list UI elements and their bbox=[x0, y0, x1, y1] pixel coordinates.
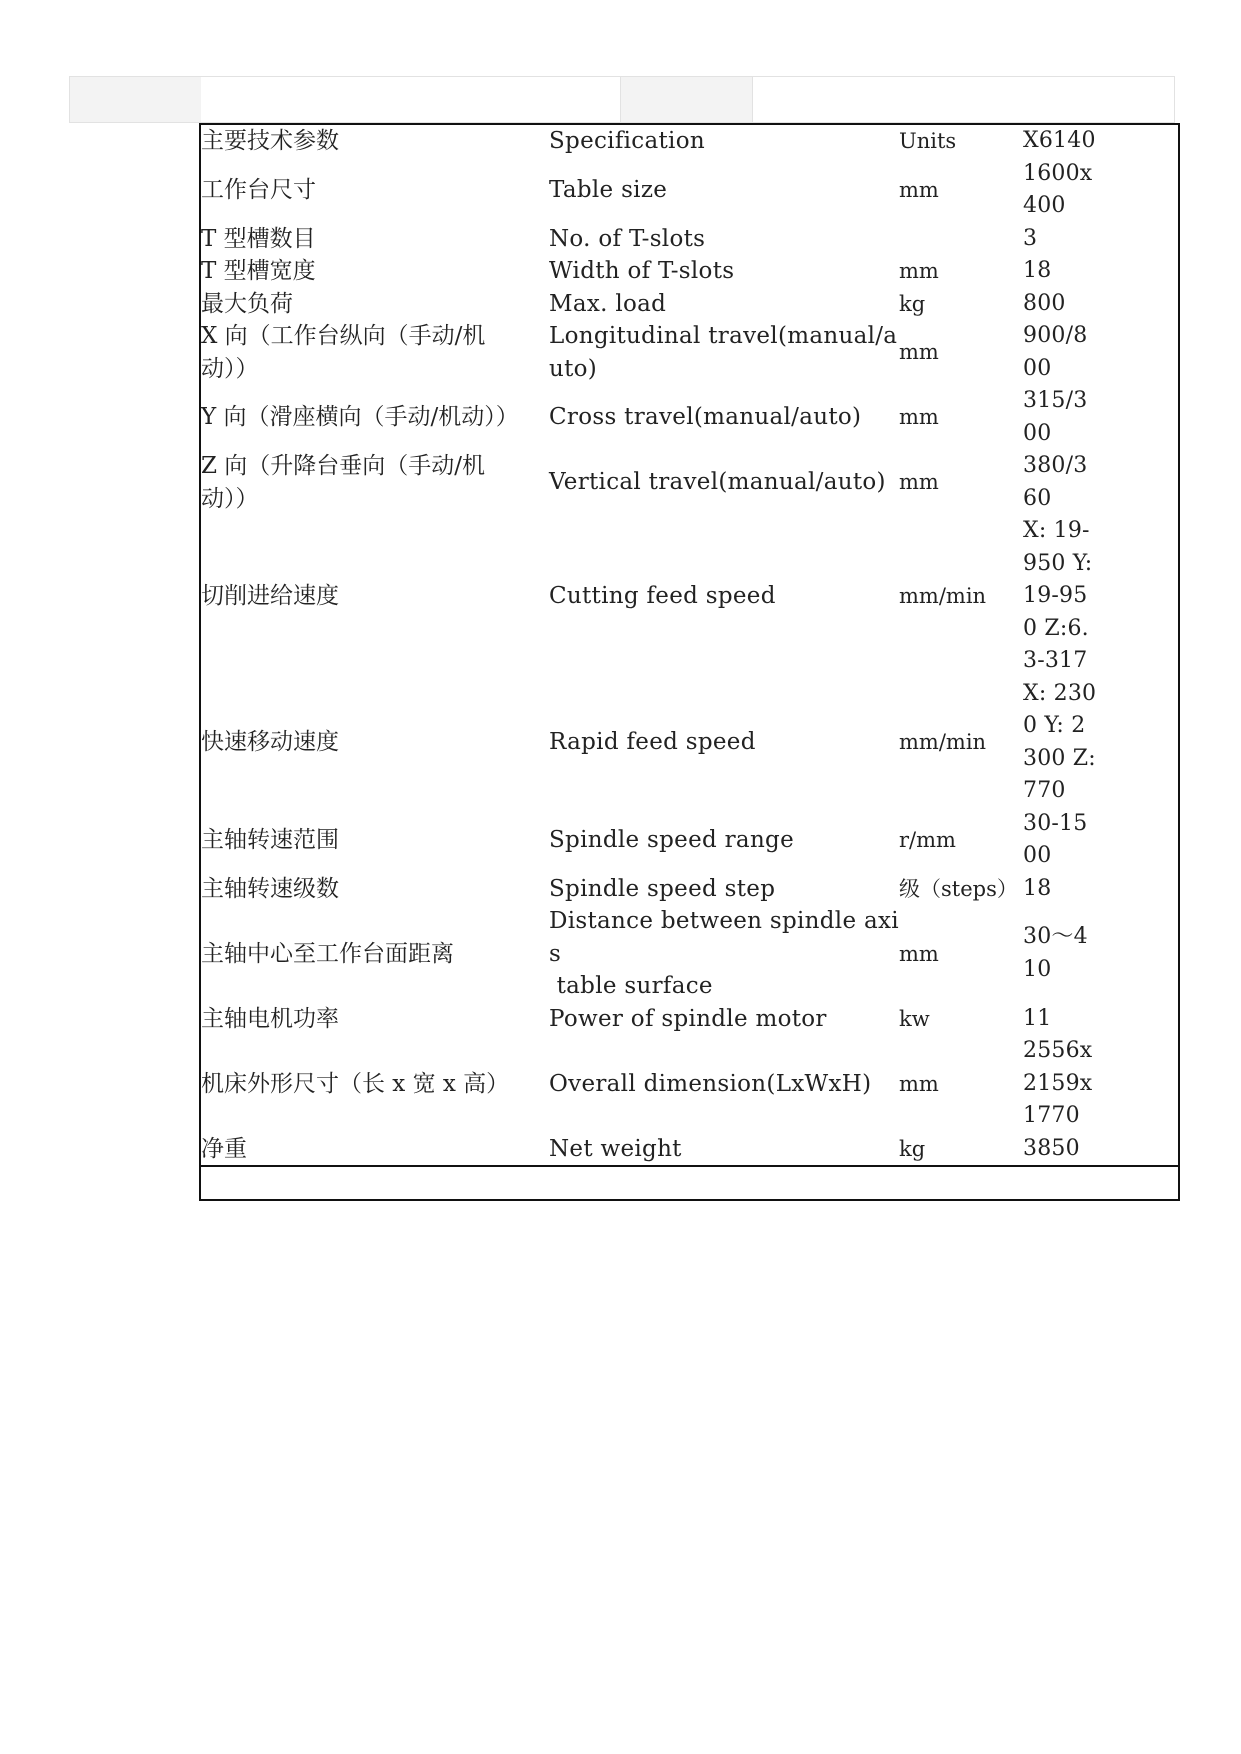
cell-val: 30～4 10 bbox=[1023, 924, 1088, 982]
cell-en: Max. load bbox=[549, 290, 667, 317]
column-header-units: Units bbox=[899, 129, 957, 153]
cell-cn: X 向（工作台纵向（手动/机 动）） bbox=[201, 323, 486, 382]
cell-val: 380/3 60 bbox=[1023, 453, 1088, 511]
cell-unit: mm bbox=[899, 340, 939, 365]
cell-cn: 最大负荷 bbox=[201, 290, 293, 317]
cell-val: 3 bbox=[1023, 225, 1038, 251]
cell-val: 315/3 00 bbox=[1023, 388, 1088, 446]
cell-en: Longitudinal travel(manual/a uto) bbox=[549, 323, 898, 382]
spec-table-body bbox=[200, 124, 1179, 1200]
table-row bbox=[200, 320, 1179, 385]
cell-en: Net weight bbox=[549, 1135, 682, 1162]
cell-en: Spindle speed range bbox=[549, 826, 794, 853]
cell-cn: 快速移动速度 bbox=[201, 729, 339, 756]
cell-en: Vertical travel(manual/auto) bbox=[549, 469, 886, 496]
cell-en: Rapid feed speed bbox=[549, 729, 756, 756]
cell-val: X: 230 0 Y: 2 300 Z: 770 bbox=[1023, 680, 1097, 803]
table-row bbox=[200, 515, 1179, 678]
cell-cn: 机床外形尺寸（长 x 宽 x 高） bbox=[201, 1070, 510, 1097]
top-header-row bbox=[69, 76, 1175, 123]
cell-cn: 工作台尺寸 bbox=[201, 176, 316, 203]
cell-en: No. of T-slots bbox=[549, 225, 706, 252]
cell-cn: Y 向（滑座横向（手动/机动）） bbox=[201, 404, 519, 431]
table-row bbox=[200, 255, 1179, 288]
table-row bbox=[200, 158, 1179, 223]
cell-cn: 主轴中心至工作台面距离 bbox=[201, 940, 454, 967]
table-row bbox=[200, 450, 1179, 515]
cell-en: Cross travel(manual/auto) bbox=[549, 404, 862, 431]
cell-en: Table size bbox=[549, 176, 668, 203]
cell-unit: mm bbox=[899, 470, 939, 495]
table-row bbox=[200, 808, 1179, 873]
cell-cn: 主轴转速范围 bbox=[201, 826, 339, 853]
table-row bbox=[200, 873, 1179, 906]
table-header-row bbox=[200, 124, 1179, 158]
cell-cn: T 型槽数目 bbox=[201, 225, 316, 252]
cell-cn: T 型槽宽度 bbox=[201, 258, 316, 284]
table-row bbox=[200, 1035, 1179, 1133]
cell-cn: 切削进给速度 bbox=[201, 583, 339, 609]
cell-unit: 级（steps） bbox=[899, 876, 1018, 901]
cell-val: 3850 bbox=[1023, 1135, 1080, 1161]
cell-val: 800 bbox=[1023, 290, 1066, 316]
cell-unit: mm bbox=[899, 177, 939, 202]
header-cell-3 bbox=[621, 77, 753, 122]
cell-unit: mm bbox=[899, 259, 939, 283]
footer-cell bbox=[200, 1166, 1179, 1200]
table-row bbox=[200, 1133, 1179, 1167]
cell-val: 18 bbox=[1023, 258, 1052, 283]
cell-en: Spindle speed step bbox=[549, 875, 776, 902]
cell-val: X: 19- 950 Y: 19-95 0 Z:6. 3-317 bbox=[1023, 518, 1093, 673]
cell-val: 1600x 400 bbox=[1023, 160, 1093, 218]
cell-cn: 净重 bbox=[201, 1135, 247, 1162]
cell-en: Cutting feed speed bbox=[549, 583, 776, 609]
table-row bbox=[200, 1003, 1179, 1036]
cell-cn: Z 向（升降台垂向（手动/机 动）） bbox=[201, 453, 486, 512]
cell-en: Distance between spindle axis table surface bbox=[549, 908, 899, 999]
spec-table bbox=[199, 123, 1180, 1201]
cell-unit: mm bbox=[899, 1071, 939, 1096]
table-row bbox=[200, 223, 1179, 256]
cell-en: Overall dimension(LxWxH) bbox=[549, 1070, 872, 1097]
cell-unit: kg bbox=[899, 291, 926, 316]
column-header-cn: 主要技术参数 bbox=[201, 128, 339, 154]
column-header-model: X6140 bbox=[1023, 128, 1096, 153]
cell-unit: mm bbox=[899, 941, 939, 966]
cell-val: 2556x 2159x 1770 bbox=[1023, 1038, 1093, 1128]
cell-val: 30-15 00 bbox=[1023, 810, 1088, 868]
table-row bbox=[200, 288, 1179, 321]
table-row bbox=[200, 385, 1179, 450]
cell-en: Width of T-slots bbox=[549, 258, 735, 284]
cell-val: 900/8 00 bbox=[1023, 323, 1088, 381]
cell-unit: mm bbox=[899, 405, 939, 430]
header-cell-1 bbox=[70, 77, 202, 122]
cell-cn: 主轴电机功率 bbox=[201, 1005, 339, 1032]
table-row bbox=[200, 905, 1179, 1003]
cell-unit: kg bbox=[899, 1136, 926, 1161]
cell-unit: mm/min bbox=[899, 730, 987, 755]
header-cell-2 bbox=[201, 77, 621, 122]
cell-val: 11 bbox=[1023, 1005, 1052, 1031]
table-row bbox=[200, 678, 1179, 808]
cell-val: 18 bbox=[1023, 875, 1052, 901]
cell-unit bbox=[899, 223, 1023, 256]
cell-unit: mm/min bbox=[899, 584, 987, 608]
column-header-en: Specification bbox=[549, 128, 705, 154]
cell-unit: kw bbox=[899, 1006, 930, 1031]
cell-cn: 主轴转速级数 bbox=[201, 875, 339, 902]
cell-unit: r/mm bbox=[899, 827, 956, 852]
cell-en: Power of spindle motor bbox=[549, 1005, 827, 1032]
table-footer-row bbox=[200, 1166, 1179, 1200]
